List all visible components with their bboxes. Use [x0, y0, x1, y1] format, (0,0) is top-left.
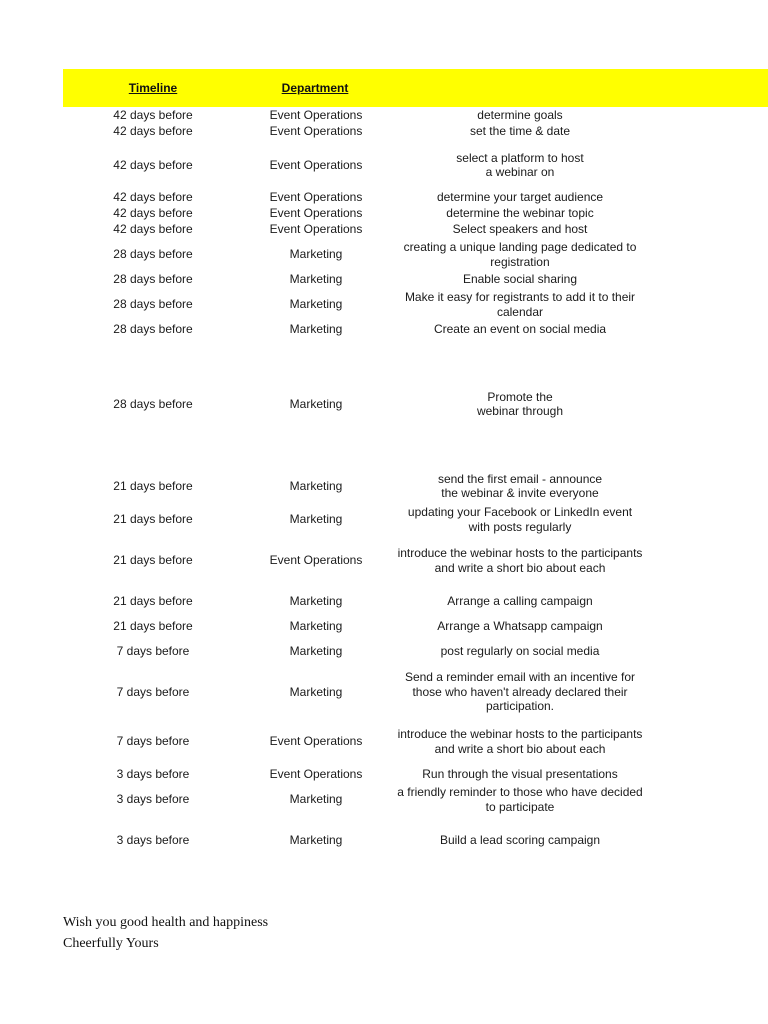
row-task: post regularly on social media [440, 644, 600, 659]
row-task: updating your Facebook or LinkedIn event with posts regularly [407, 505, 633, 534]
row-timeline: 42 days before [113, 190, 193, 205]
row-task: a friendly reminder to those who have decided to participate [397, 785, 643, 814]
row-timeline: 21 days before [113, 619, 193, 634]
row-timeline: 3 days before [116, 792, 190, 807]
row-department: Marketing [289, 396, 343, 411]
row-department: Marketing [289, 593, 343, 608]
row-timeline: 42 days before [113, 124, 193, 139]
closing-line: Wish you good health and happiness [63, 915, 269, 930]
header-timeline: Timeline [128, 81, 178, 95]
row-department: Event Operations [269, 734, 363, 749]
row-timeline: 21 days before [113, 512, 193, 527]
row-task: Send a reminder email with an incentive for those who haven't already declared their participation. [404, 670, 636, 714]
row-department: Marketing [289, 297, 343, 312]
row-timeline: 28 days before [113, 272, 193, 287]
row-department: Event Operations [269, 553, 363, 568]
header-department: Department [281, 81, 349, 95]
row-department: Event Operations [269, 124, 363, 139]
row-department: Marketing [289, 512, 343, 527]
row-timeline: 7 days before [116, 684, 190, 699]
row-timeline: 42 days before [113, 108, 193, 123]
row-task: creating a unique landing page dedicated to registration [403, 240, 637, 269]
row-task: select a platform to host a webinar on [456, 150, 584, 179]
row-department: Event Operations [269, 157, 363, 172]
row-department: Marketing [289, 644, 343, 659]
row-timeline: 28 days before [113, 322, 193, 337]
row-timeline: 28 days before [113, 297, 193, 312]
row-timeline: 28 days before [113, 247, 193, 262]
row-department: Marketing [289, 684, 343, 699]
table-header [63, 69, 768, 107]
row-task: Create an event on social media [433, 322, 607, 337]
row-task: Select speakers and host [452, 222, 588, 237]
row-task: Arrange a calling campaign [447, 593, 593, 608]
row-task: Arrange a Whatsapp campaign [437, 619, 603, 634]
row-timeline: 42 days before [113, 157, 193, 172]
row-department: Event Operations [269, 767, 363, 782]
row-task: introduce the webinar hosts to the participants and write a short bio about each [397, 546, 643, 575]
row-timeline: 3 days before [116, 833, 190, 848]
row-task: introduce the webinar hosts to the participants and write a short bio about each [397, 727, 643, 756]
row-department: Marketing [289, 247, 343, 262]
row-task: determine goals [477, 108, 563, 123]
row-timeline: 28 days before [113, 396, 193, 411]
row-task: Enable social sharing [462, 272, 578, 287]
row-task: set the time & date [469, 124, 571, 139]
row-department: Marketing [289, 478, 343, 493]
row-task: determine your target audience [436, 190, 604, 205]
row-timeline: 21 days before [113, 478, 193, 493]
row-department: Event Operations [269, 206, 363, 221]
row-department: Marketing [289, 792, 343, 807]
row-task: determine the webinar topic [446, 206, 594, 221]
row-department: Marketing [289, 833, 343, 848]
row-task: Make it easy for registrants to add it to their calendar [404, 290, 636, 319]
row-timeline: 21 days before [113, 593, 193, 608]
row-task: Run through the visual presentations [422, 767, 618, 782]
row-department: Marketing [289, 619, 343, 634]
row-department: Marketing [289, 322, 343, 337]
row-timeline: 7 days before [116, 734, 190, 749]
row-timeline: 7 days before [116, 644, 190, 659]
row-department: Event Operations [269, 190, 363, 205]
row-timeline: 42 days before [113, 222, 193, 237]
row-task: Promote the webinar through [476, 389, 564, 418]
row-task: send the first email - announce the webinar & invite everyone [437, 471, 603, 500]
row-timeline: 3 days before [116, 767, 190, 782]
row-timeline: 21 days before [113, 553, 193, 568]
row-task: Build a lead scoring campaign [439, 833, 601, 848]
signoff-line: Cheerfully Yours [63, 936, 159, 951]
row-department: Event Operations [269, 108, 363, 123]
row-department: Marketing [289, 272, 343, 287]
row-department: Event Operations [269, 222, 363, 237]
row-timeline: 42 days before [113, 206, 193, 221]
